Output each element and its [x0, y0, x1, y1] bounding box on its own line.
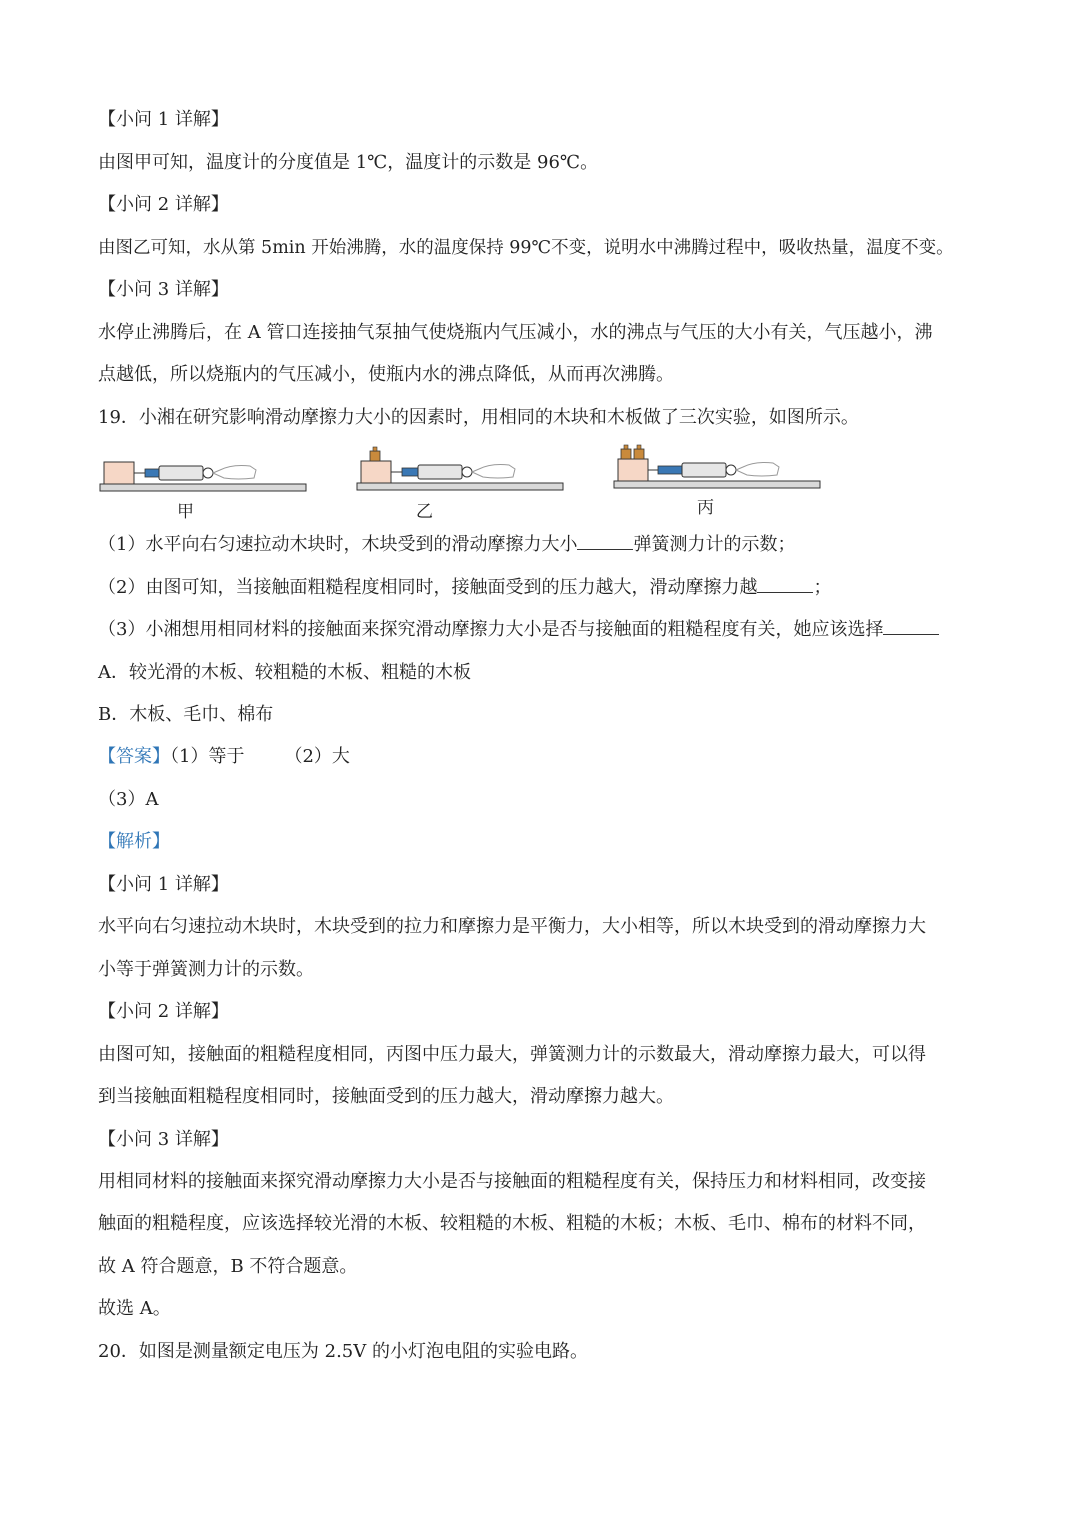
- q19-sub1-heading: 【小问 1 详解】: [98, 874, 229, 895]
- q19-sub1-text-2: 小等于弹簧测力计的示数。: [98, 959, 314, 980]
- q19-option-b: B．木板、毛巾、棉布: [98, 704, 274, 725]
- q19-sub3-text-3: 故 A 符合题意，B 不符合题意。: [98, 1256, 358, 1277]
- block-jia: [104, 462, 134, 484]
- q19-sub1-text-1: 水平向右匀速拉动木块时，木块受到的拉力和摩擦力是平衡力，大小相等，所以木块受到的滑动摩擦力大: [98, 916, 926, 937]
- q19-part1-blank: [577, 533, 633, 550]
- q19-part2-before: （2）由图可知，当接触面粗糙程度相同时，接触面受到的压力越大，滑动摩擦力越: [98, 577, 758, 598]
- figure-label-bing: 丙: [697, 498, 714, 518]
- q19-answer: [98, 745, 350, 769]
- hand-yi: [472, 465, 515, 479]
- q19-part3-blank: [883, 618, 939, 635]
- q19-part3-before: （3）小湘想用相同材料的接触面来探究滑动摩擦力大小是否与接触面的粗糙程度有关，她应该选择: [98, 619, 884, 640]
- q19-part2-blank: [757, 576, 813, 593]
- block-bing: [618, 459, 648, 481]
- q19-sub2-heading: 【小问 2 详解】: [98, 1001, 229, 1022]
- apparatus-jia: [100, 462, 306, 491]
- q18-sub1-text: 由图甲可知，温度计的分度值是 1℃，温度计的示数是 96℃。: [98, 152, 599, 173]
- q19-part1-before: （1）水平向右匀速拉动木块时，木块受到的滑动摩擦力大小: [98, 534, 578, 555]
- board-yi: [357, 483, 563, 490]
- apparatus-yi: [357, 447, 563, 490]
- apparatus-bing: [614, 445, 820, 488]
- q18-sub3-heading: 【小问 3 详解】: [98, 279, 229, 300]
- q19-sub3-heading: 【小问 3 详解】: [98, 1129, 229, 1150]
- q19-option-a: A．较光滑的木板、较粗糙的木板、粗糙的木板: [98, 662, 471, 683]
- q19-sub2-text-1: 由图可知，接触面的粗糙程度相同，丙图中压力最大，弹簧测力计的示数最大，滑动摩擦力最大，可以得: [98, 1044, 926, 1065]
- figure-label-jia: 甲: [177, 502, 194, 522]
- weight-bing-1: [621, 449, 631, 459]
- answer-2: （2）大: [284, 746, 350, 767]
- spring-scale-jia: [159, 466, 203, 480]
- answer-tag: 【答案】: [98, 746, 170, 767]
- analysis-tag: 【解析】: [98, 831, 170, 852]
- block-yi: [361, 461, 391, 483]
- board-bing: [614, 481, 820, 488]
- q19-sub2-text-2: 到当接触面粗糙程度相同时，接触面受到的压力越大，滑动摩擦力越大。: [98, 1086, 674, 1107]
- hand-jia: [213, 466, 256, 480]
- friction-experiment-figure: [0, 0, 1080, 530]
- q19-part2: [98, 576, 831, 600]
- q19-sub3-text-2: 触面的粗糙程度，应该选择较光滑的木板、较粗糙的木板、粗糙的木板；木板、毛巾、棉布的材料不同，: [98, 1213, 926, 1234]
- q19-part1-after: 弹簧测力计的示数；: [633, 534, 796, 555]
- spring-scale-bing: [682, 463, 726, 477]
- figure-label-yi: 乙: [416, 502, 433, 522]
- q18-sub3-text-2: 点越低，所以烧瓶内的气压减小，使瓶内水的沸点降低，从而再次沸腾。: [98, 364, 674, 385]
- q19-sub3-text-1: 用相同材料的接触面来探究滑动摩擦力大小是否与接触面的粗糙程度有关，保持压力和材料相同，改变接: [98, 1171, 926, 1192]
- q18-sub2-text: 由图乙可知，水从第 5min 开始沸腾，水的温度保持 99℃不变，说明水中沸腾过程中，吸收热量，温度不变。: [98, 238, 954, 258]
- spring-yi: [402, 468, 418, 476]
- q18-sub3-text-1: 水停止沸腾后，在 A 管口连接抽气泵抽气使烧瓶内气压减小，水的沸点与气压的大小有关，气压越小，沸: [98, 322, 933, 343]
- q20-stem: 20．如图是测量额定电压为 2.5V 的小灯泡电阻的实验电路。: [98, 1341, 588, 1362]
- q19-stem: 19．小湘在研究影响滑动摩擦力大小的因素时，用相同的木块和木板做了三次实验，如图所示。: [98, 407, 859, 428]
- q18-sub1-heading: 【小问 1 详解】: [98, 109, 229, 130]
- weight-yi: [370, 451, 380, 461]
- answer-1: （1）等于: [170, 746, 245, 767]
- answer-3: （3）A: [98, 789, 159, 810]
- q18-sub2-heading: 【小问 2 详解】: [98, 194, 229, 215]
- board-jia: [100, 484, 306, 491]
- spring-scale-yi: [418, 465, 462, 479]
- q19-part2-after: ；: [813, 577, 832, 598]
- hand-bing: [736, 463, 779, 477]
- q19-conclusion: 故选 A。: [98, 1298, 171, 1319]
- spring-jia: [145, 469, 159, 477]
- weight-bing-2: [634, 449, 644, 459]
- q19-part1: [98, 533, 795, 557]
- q19-part3: [98, 618, 939, 642]
- spring-bing: [658, 466, 682, 474]
